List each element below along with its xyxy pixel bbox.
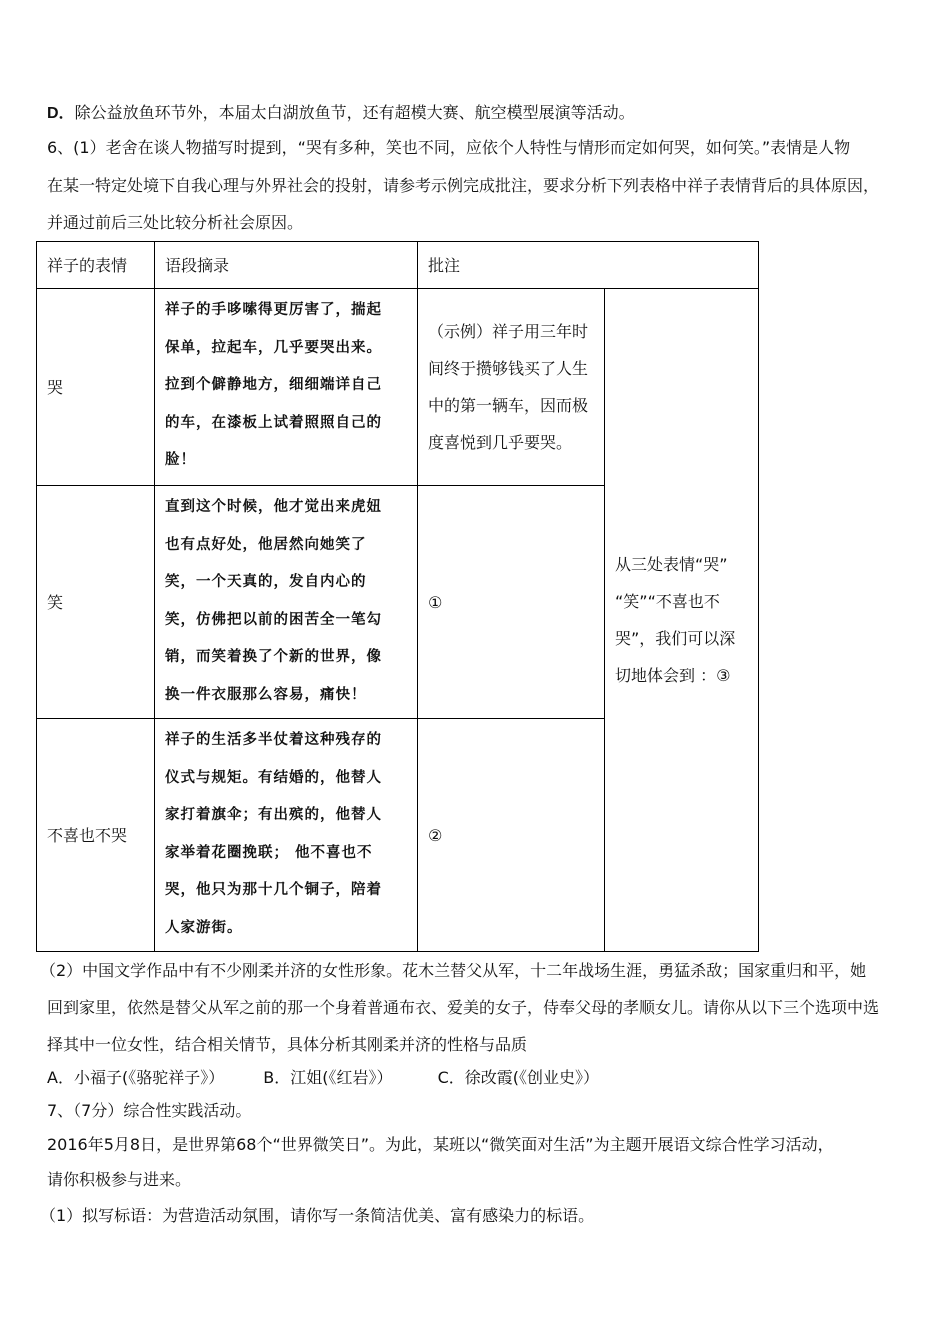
summary-line: 切地体会到 ：③	[615, 666, 731, 685]
header-expression: 祥子的表情	[37, 242, 155, 289]
note-line: 度喜悦到几乎要哭。	[428, 433, 573, 452]
option-c: C．徐改霞(《创业史》）	[437, 1068, 600, 1087]
excerpt-line: 脸！	[165, 451, 196, 468]
summary-cell	[605, 289, 759, 952]
option-a: A．小福子(《骆驼祥子》）	[47, 1068, 225, 1087]
excerpt-line: 的车，在漆板上试着照照自己的	[165, 413, 382, 431]
q6-intro-line-1: 6、(1）老舍在谈人物描写时提到，“哭有多种，笑也不同，应依个人特性与情形而定如何哭，如何笑。”表情是人物	[47, 138, 851, 157]
header-excerpt: 语段摘录	[155, 242, 418, 289]
excerpt-line: 笑，仿佛把以前的困苦全一笔勾	[165, 610, 382, 628]
note-line: 间终于攒够钱买了人生	[428, 359, 589, 378]
summary-line: 从三处表情“哭”	[615, 555, 728, 574]
table-header-row	[37, 242, 759, 289]
summary-line: “笑”“不喜也不	[615, 592, 720, 611]
q7-part1: （1）拟写标语：为营造活动氛围，请你写一条简洁优美、富有感染力的标语。	[40, 1206, 595, 1225]
excerpt-line: 销，而笑着换了个新的世界，像	[165, 648, 382, 665]
note-line: 中的第一辆车，因而极	[428, 396, 589, 415]
excerpt-line: 家打着旗伞；有出殡的，他替人	[165, 806, 382, 823]
q6-intro-line-3: 并通过前后三处比较分析社会原因。	[47, 213, 304, 232]
header-note: 批注	[418, 242, 759, 289]
excerpt-cell	[155, 289, 418, 486]
note-line: （示例）祥子用三年时	[428, 322, 589, 341]
table-row	[37, 289, 759, 486]
option-d-line	[47, 103, 635, 124]
excerpt-line: 仪式与规矩。有结婚的，他替人	[165, 768, 382, 786]
excerpt-line: 换一件衣服那么容易，痛快！	[165, 685, 367, 703]
expression-cell: 不喜也不哭	[37, 719, 155, 952]
annotation-table	[36, 241, 759, 952]
excerpt-cell	[155, 719, 418, 952]
note-cell	[418, 289, 605, 486]
excerpt-line: 祥子的手哆嗦得更厉害了，揣起	[165, 301, 382, 318]
excerpt-cell	[155, 486, 418, 719]
excerpt-line: 家举着花圈挽联； 他不喜也不	[165, 843, 373, 861]
q6-intro-line-2: 在某一特定处境下自我心理与外界社会的投射，请参考示例完成批注，要求分析下列表格中祥子表情背后的具体原因，	[47, 176, 880, 195]
option-b: B．江姐(《红岩》）	[263, 1068, 393, 1087]
q6-part2-line-2: 回到家里，依然是替父从军之前的那一个身着普通布衣、爱美的女子，侍奉父母的孝顺女儿。请你从以下三个选项中选	[47, 998, 880, 1017]
excerpt-line: 直到这个时候，他才觉出来虎妞	[165, 498, 382, 515]
summary-line: 哭”，我们可以深	[615, 629, 736, 648]
q6-part2-line-1: （2）中国文学作品中有不少刚柔并济的女性形象。花木兰替父从军，十二年战场生涯，勇猛杀敌；国家重归和平，她	[40, 961, 867, 980]
q6-part2-line-3: 择其中一位女性，结合相关情节，具体分析其刚柔并济的性格与品质	[47, 1035, 528, 1054]
excerpt-line: 也有点好处，他居然向她笑了	[165, 535, 367, 553]
excerpt-line: 保单，拉起车，几乎要哭出来。	[165, 338, 382, 356]
option-d-text: 除公益放鱼环节外，本届太白湖放鱼节，还有超模大赛、航空模型展演等活动。	[74, 103, 635, 122]
answer-blank-2: ②	[418, 719, 605, 952]
expression-cell: 笑	[37, 486, 155, 719]
expression-cell: 哭	[37, 289, 155, 486]
excerpt-line: 哭，他只为那十几个铜子，陪着	[165, 881, 382, 898]
answer-blank-1: ①	[418, 486, 605, 719]
excerpt-line: 拉到个僻静地方，细细端详自己	[165, 376, 382, 393]
excerpt-line: 祥子的生活多半仗着这种残存的	[165, 731, 382, 748]
q7-line-1: 2016年5月8日，是世界第68个“世界微笑日”。为此，某班以“微笑面对生活”为主题开展语文综合性学习活动，	[47, 1135, 834, 1154]
excerpt-line: 人家游街。	[165, 918, 243, 936]
q7-title: 7、（7分）综合性实践活动。	[47, 1101, 252, 1120]
excerpt-line: 笑，一个天真的，发自内心的	[165, 573, 367, 590]
q6-options	[47, 1068, 599, 1088]
option-d-letter: D．	[47, 105, 75, 122]
q7-line-2: 请你积极参与进来。	[47, 1170, 192, 1189]
